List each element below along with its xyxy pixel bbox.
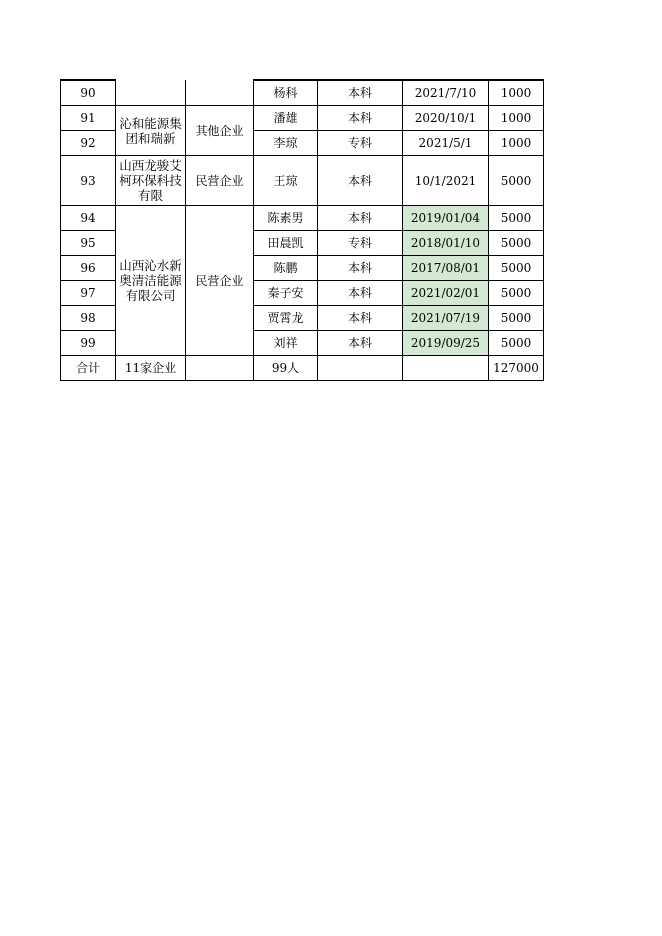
total-people: 99人 (254, 356, 318, 381)
total-amount: 127000 (489, 356, 544, 381)
cell-date: 2021/5/1 (403, 131, 489, 156)
cell-date: 2017/08/01 (403, 256, 489, 281)
cell-type: 民营企业 (186, 156, 254, 206)
cell-date: 2019/01/04 (403, 206, 489, 231)
cell-no: 94 (61, 206, 116, 231)
cell-edu: 专科 (318, 231, 403, 256)
cell-edu: 本科 (318, 306, 403, 331)
cell-amount: 1000 (489, 106, 544, 131)
cell-amount: 5000 (489, 231, 544, 256)
total-companies: 11家企业 (116, 356, 186, 381)
cell-date: 2021/07/19 (403, 306, 489, 331)
cell-name: 杨科 (254, 80, 318, 106)
cell-name: 贾霄龙 (254, 306, 318, 331)
cell-type: 民营企业 (186, 206, 254, 356)
cell-company: 山西龙骏艾柯环保科技有限 (116, 156, 186, 206)
cell-type (186, 80, 254, 106)
cell-name: 陈素男 (254, 206, 318, 231)
cell-edu: 本科 (318, 80, 403, 106)
cell-date: 2018/01/10 (403, 231, 489, 256)
cell-date: 2021/02/01 (403, 281, 489, 306)
cell-amount: 5000 (489, 306, 544, 331)
table-row (61, 80, 544, 106)
data-table (60, 79, 544, 381)
cell-edu: 本科 (318, 206, 403, 231)
cell-edu: 本科 (318, 106, 403, 131)
cell-no: 93 (61, 156, 116, 206)
cell-amount: 5000 (489, 206, 544, 231)
cell-no: 98 (61, 306, 116, 331)
cell-no: 95 (61, 231, 116, 256)
cell-date: 10/1/2021 (403, 156, 489, 206)
cell-name: 田晨凯 (254, 231, 318, 256)
cell-edu: 本科 (318, 331, 403, 356)
cell-edu: 专科 (318, 131, 403, 156)
cell-date: 2020/10/1 (403, 106, 489, 131)
cell-no: 96 (61, 256, 116, 281)
cell-amount: 5000 (489, 256, 544, 281)
total-type (186, 356, 254, 381)
cell-name: 王琼 (254, 156, 318, 206)
cell-edu: 本科 (318, 281, 403, 306)
cell-edu: 本科 (318, 256, 403, 281)
cell-company (116, 80, 186, 106)
table-row (61, 106, 544, 131)
cell-no: 90 (61, 80, 116, 106)
cell-date: 2019/09/25 (403, 331, 489, 356)
total-label: 合计 (61, 356, 116, 381)
cell-type: 其他企业 (186, 106, 254, 156)
total-row (61, 356, 544, 381)
cell-amount: 1000 (489, 131, 544, 156)
cell-no: 91 (61, 106, 116, 131)
cell-company: 山西沁水新奥清洁能源有限公司 (116, 206, 186, 356)
cell-name: 刘祥 (254, 331, 318, 356)
cell-amount: 5000 (489, 281, 544, 306)
table-row (61, 156, 544, 206)
cell-amount: 5000 (489, 331, 544, 356)
cell-company: 沁和能源集团和瑞新 (116, 106, 186, 156)
cell-date: 2021/7/10 (403, 80, 489, 106)
cell-name: 秦子安 (254, 281, 318, 306)
cell-no: 97 (61, 281, 116, 306)
cell-name: 潘雄 (254, 106, 318, 131)
cell-name: 李琼 (254, 131, 318, 156)
total-edu (318, 356, 403, 381)
cell-no: 92 (61, 131, 116, 156)
cell-no: 99 (61, 331, 116, 356)
table-row (61, 206, 544, 231)
cell-edu: 本科 (318, 156, 403, 206)
cell-amount: 1000 (489, 80, 544, 106)
cell-amount: 5000 (489, 156, 544, 206)
cell-name: 陈鹏 (254, 256, 318, 281)
total-date (403, 356, 489, 381)
